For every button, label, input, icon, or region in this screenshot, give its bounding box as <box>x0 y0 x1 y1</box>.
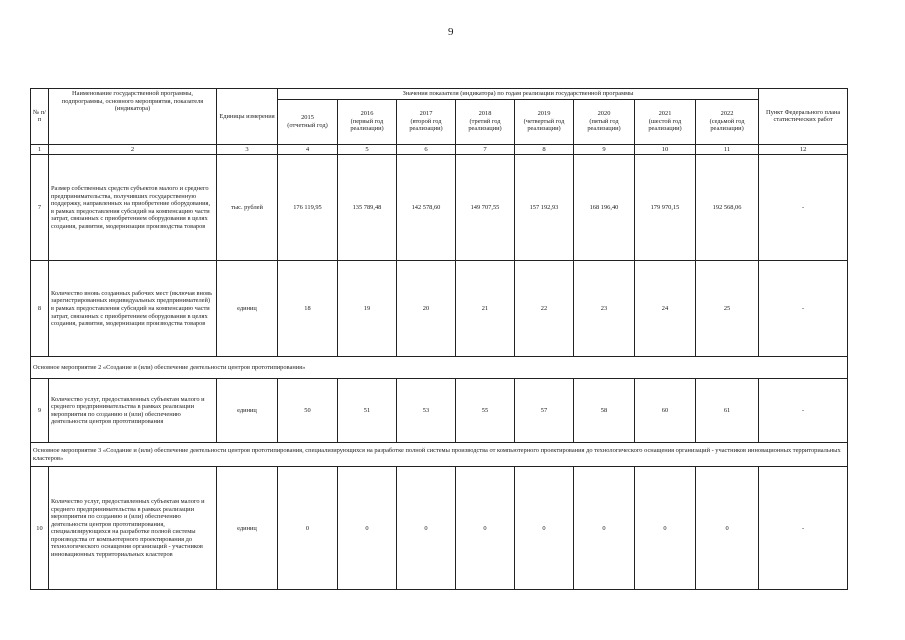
col-number: 5 <box>338 144 397 155</box>
value-cell: 20 <box>397 261 456 357</box>
row-unit: единиц <box>217 467 278 590</box>
row-name: Количество вновь созданных рабочих мест (включая вновь зарегистрированных индивидуальных предпринимателей) в рамках предоставления субсидий на компенсацию части затрат, связанных с приобретением оборудования в целях создания, развития, модернизации производства товаров <box>49 261 217 357</box>
header-plan: Пункт Федерального плана статистических работ <box>759 89 848 145</box>
row-plan: - <box>759 467 848 590</box>
value-cell: 0 <box>515 467 574 590</box>
row-num: 9 <box>31 379 49 443</box>
value-cell: 25 <box>696 261 759 357</box>
value-cell: 51 <box>338 379 397 443</box>
table-row <box>31 261 848 357</box>
col-number: 9 <box>574 144 635 155</box>
table-row <box>31 467 848 590</box>
value-cell: 142 578,60 <box>397 155 456 261</box>
row-name: Количество услуг, предоставленных субъектам малого и среднего предпринимательства в рамках реализации мероприятия по созданию и (или) обеспечению деятельности центров прототипирования, специализирующихся на разработке полной системы производства от компьютерного проектирования до технологического оснащения организаций - участников инновационных территориальных кластеров <box>49 467 217 590</box>
col-number: 12 <box>759 144 848 155</box>
row-plan: - <box>759 379 848 443</box>
value-cell: 0 <box>397 467 456 590</box>
value-cell: 22 <box>515 261 574 357</box>
col-number: 3 <box>217 144 278 155</box>
value-cell: 135 789,48 <box>338 155 397 261</box>
value-cell: 61 <box>696 379 759 443</box>
value-cell: 57 <box>515 379 574 443</box>
value-cell: 0 <box>635 467 696 590</box>
value-cell: 179 970,15 <box>635 155 696 261</box>
value-cell: 24 <box>635 261 696 357</box>
value-cell: 192 568,06 <box>696 155 759 261</box>
header-values-group: Значения показателя (индикатора) по годам реализации государственной программы <box>278 89 759 100</box>
row-num: 8 <box>31 261 49 357</box>
value-cell: 60 <box>635 379 696 443</box>
row-name: Количество услуг, предоставленных субъектам малого и среднего предпринимательства в рамках реализации мероприятия по созданию и (или) обеспечению деятельности центров прототипирования <box>49 379 217 443</box>
value-cell: 23 <box>574 261 635 357</box>
header-year-2019: 2019 (четвертый год реализации) <box>515 99 574 144</box>
value-cell: 19 <box>338 261 397 357</box>
col-number: 4 <box>278 144 338 155</box>
value-cell: 0 <box>696 467 759 590</box>
table-row <box>31 379 848 443</box>
header-unit: Единицы измерения <box>217 89 278 145</box>
value-cell: 176 119,95 <box>278 155 338 261</box>
value-cell: 149 707,55 <box>456 155 515 261</box>
col-number: 8 <box>515 144 574 155</box>
col-number: 6 <box>397 144 456 155</box>
value-cell: 53 <box>397 379 456 443</box>
row-num: 7 <box>31 155 49 261</box>
col-number: 11 <box>696 144 759 155</box>
row-plan: - <box>759 155 848 261</box>
row-unit: единиц <box>217 261 278 357</box>
header-year-2018: 2018 (третий год реализации) <box>456 99 515 144</box>
value-cell: 0 <box>278 467 338 590</box>
section-title: Основное мероприятие 2 «Создание и (или) обеспечение деятельности центров прототипирования» <box>31 357 848 379</box>
value-cell: 168 196,40 <box>574 155 635 261</box>
section-row <box>31 357 848 379</box>
value-cell: 21 <box>456 261 515 357</box>
value-cell: 58 <box>574 379 635 443</box>
value-cell: 0 <box>574 467 635 590</box>
value-cell: 0 <box>456 467 515 590</box>
value-cell: 55 <box>456 379 515 443</box>
page-number: 9 <box>448 26 454 38</box>
section-title: Основное мероприятие 3 «Создание и (или) обеспечение деятельности центров прототипирования, специализирующихся на разработке полной системы производства от компьютерного проектирования до технологического оснащения организаций - участников инновационных территориальных кластеров» <box>31 443 848 467</box>
header-year-2016: 2016 (первый год реализации) <box>338 99 397 144</box>
header-year-2017: 2017 (второй год реализации) <box>397 99 456 144</box>
header-year-2021: 2021 (шестой год реализации) <box>635 99 696 144</box>
row-plan: - <box>759 261 848 357</box>
header-year-2020: 2020 (пятый год реализации) <box>574 99 635 144</box>
header-year-2015: 2015 (отчетный год) <box>278 99 338 144</box>
value-cell: 50 <box>278 379 338 443</box>
section-row <box>31 443 848 467</box>
value-cell: 0 <box>338 467 397 590</box>
row-name: Размер собственных средств субъектов малого и среднего предпринимательства, получивших государственную поддержку, направленных на приобретение оборудования, в рамках предоставления субсидий на компенсацию части затрат, связанных с приобретением оборудования в целях создания, развития, модернизации производства товаров <box>49 155 217 261</box>
col-number: 2 <box>49 144 217 155</box>
table-row <box>31 155 848 261</box>
col-number: 7 <box>456 144 515 155</box>
header-num: № п/п <box>31 89 49 145</box>
row-unit: единиц <box>217 379 278 443</box>
row-num: 10 <box>31 467 49 590</box>
header-name: Наименование государственной программы, подпрограммы, основного мероприятия, показателя (индикатора) <box>49 89 217 145</box>
indicators-table <box>30 88 848 590</box>
value-cell: 18 <box>278 261 338 357</box>
header-year-2022: 2022 (седьмой год реализации) <box>696 99 759 144</box>
value-cell: 157 192,93 <box>515 155 574 261</box>
column-numbers-row <box>31 144 848 155</box>
col-number: 10 <box>635 144 696 155</box>
row-unit: тыс. рублей <box>217 155 278 261</box>
col-number: 1 <box>31 144 49 155</box>
